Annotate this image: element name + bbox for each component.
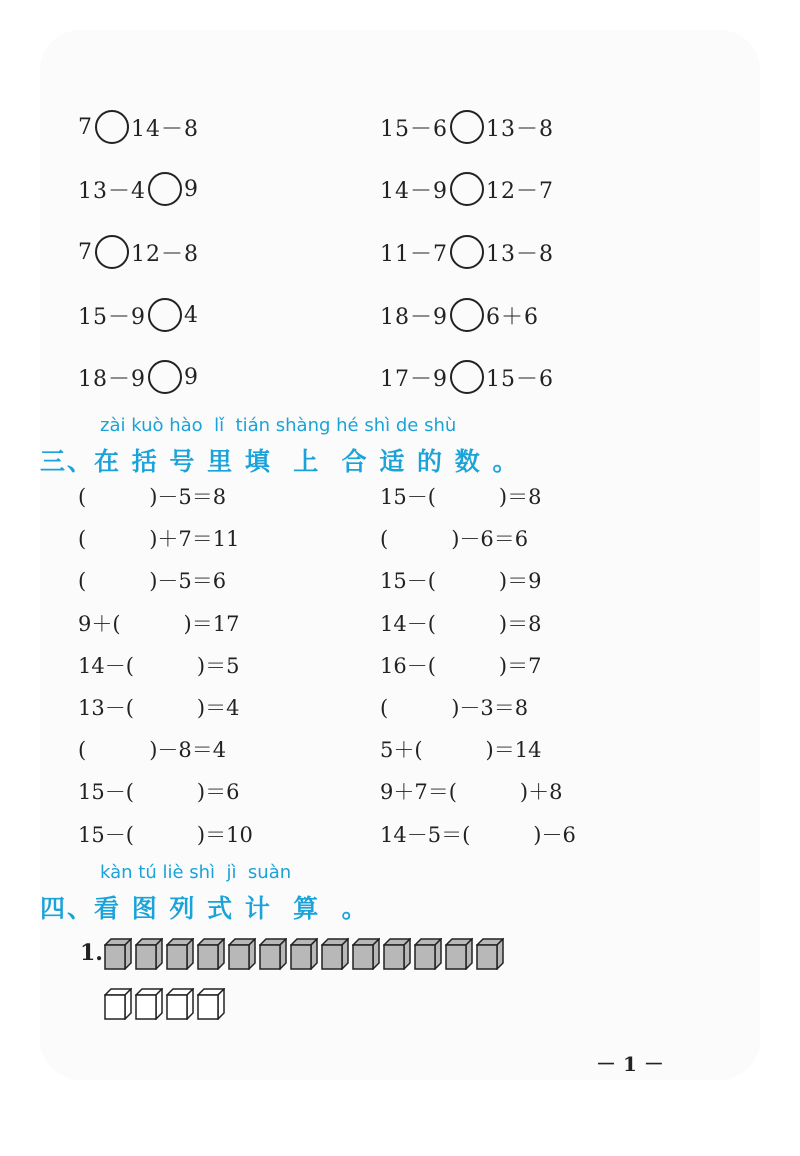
compare-right-expr: 9 bbox=[184, 176, 199, 202]
compare-item bbox=[380, 357, 554, 397]
section3-pinyin: zài kuò hào lǐ tián shàng hé shì de shù bbox=[100, 415, 457, 436]
white-cube-icon bbox=[135, 988, 163, 1020]
fill-blank-equation[interactable]: 14－( )＝8 bbox=[380, 612, 542, 636]
gray-cube-icon bbox=[414, 938, 442, 970]
gray-cube-row bbox=[104, 938, 504, 970]
gray-cube-icon bbox=[166, 938, 194, 970]
compare-right-expr: 14－8 bbox=[131, 116, 199, 142]
compare-right-expr: 13－8 bbox=[486, 116, 554, 142]
gray-cube-icon bbox=[228, 938, 256, 970]
gray-cube-icon bbox=[321, 938, 349, 970]
fill-blank-equation[interactable]: ( )－6＝6 bbox=[380, 527, 529, 551]
answer-circle[interactable] bbox=[95, 110, 129, 144]
fill-blank-equation[interactable]: 15－( )＝8 bbox=[380, 485, 542, 509]
page-number: － 1 － bbox=[596, 1052, 664, 1076]
compare-right-expr: 15－6 bbox=[486, 366, 554, 392]
compare-item bbox=[78, 107, 199, 147]
gray-cube-icon bbox=[104, 938, 132, 970]
gray-cube-icon bbox=[352, 938, 380, 970]
answer-circle[interactable] bbox=[95, 235, 129, 269]
answer-circle[interactable] bbox=[450, 172, 484, 206]
compare-item bbox=[78, 169, 199, 209]
answer-circle[interactable] bbox=[450, 235, 484, 269]
gray-cube-icon bbox=[259, 938, 287, 970]
fill-blank-equation[interactable]: 15－( )＝9 bbox=[380, 569, 542, 593]
compare-right-expr: 12－8 bbox=[131, 241, 199, 267]
fill-blank-equation[interactable]: 9＋( )＝17 bbox=[78, 612, 240, 636]
answer-circle[interactable] bbox=[148, 360, 182, 394]
fill-blank-equation[interactable]: 14－5＝( )－6 bbox=[380, 823, 576, 847]
gray-cube-icon bbox=[476, 938, 504, 970]
fill-blank-equation[interactable]: ( )＋7＝11 bbox=[78, 527, 240, 551]
problem1-label: 1. bbox=[80, 940, 103, 966]
fill-blank-equation[interactable]: ( )－5＝6 bbox=[78, 569, 227, 593]
fill-blank-equation[interactable]: 5＋( )＝14 bbox=[380, 738, 542, 762]
compare-left-expr: 7 bbox=[78, 114, 93, 140]
gray-cube-icon bbox=[197, 938, 225, 970]
fill-blank-equation[interactable]: 14－( )＝5 bbox=[78, 654, 240, 678]
compare-left-expr: 14－9 bbox=[380, 178, 448, 204]
fill-blank-equation[interactable]: ( )－5＝8 bbox=[78, 485, 227, 509]
answer-circle[interactable] bbox=[148, 172, 182, 206]
compare-item bbox=[380, 232, 554, 272]
white-cube-row bbox=[104, 988, 225, 1020]
fill-blank-equation[interactable]: 9＋7＝( )＋8 bbox=[380, 780, 563, 804]
fill-blank-equation[interactable]: 15－( )＝10 bbox=[78, 823, 253, 847]
answer-circle[interactable] bbox=[450, 360, 484, 394]
gray-cube-icon bbox=[135, 938, 163, 970]
fill-blank-equation[interactable]: 13－( )＝4 bbox=[78, 696, 240, 720]
compare-item bbox=[380, 107, 554, 147]
fill-blank-equation[interactable]: ( )－8＝4 bbox=[78, 738, 227, 762]
compare-left-expr: 13－4 bbox=[78, 178, 146, 204]
section4-pinyin: kàn tú liè shì jì suàn bbox=[100, 862, 292, 883]
compare-left-expr: 18－9 bbox=[78, 366, 146, 392]
compare-left-expr: 11－7 bbox=[380, 241, 448, 267]
compare-right-expr: 4 bbox=[184, 302, 199, 328]
compare-left-expr: 15－9 bbox=[78, 304, 146, 330]
compare-item bbox=[78, 295, 199, 335]
compare-right-expr: 9 bbox=[184, 364, 199, 390]
gray-cube-icon bbox=[290, 938, 318, 970]
white-cube-icon bbox=[197, 988, 225, 1020]
compare-item bbox=[380, 169, 554, 209]
compare-right-expr: 12－7 bbox=[486, 178, 554, 204]
compare-item bbox=[380, 295, 539, 335]
fill-blank-equation[interactable]: 16－( )＝7 bbox=[380, 654, 542, 678]
gray-cube-icon bbox=[383, 938, 411, 970]
answer-circle[interactable] bbox=[450, 110, 484, 144]
gray-cube-icon bbox=[445, 938, 473, 970]
compare-left-expr: 7 bbox=[78, 239, 93, 265]
compare-right-expr: 13－8 bbox=[486, 241, 554, 267]
answer-circle[interactable] bbox=[148, 298, 182, 332]
fill-blank-equation[interactable]: 15－( )＝6 bbox=[78, 780, 240, 804]
section3-heading: 三、在 括 号 里 填 上 合 适 的 数 。 bbox=[40, 447, 520, 476]
white-cube-icon bbox=[166, 988, 194, 1020]
compare-item bbox=[78, 357, 199, 397]
compare-left-expr: 18－9 bbox=[380, 304, 448, 330]
compare-right-expr: 6＋6 bbox=[486, 304, 539, 330]
compare-left-expr: 17－9 bbox=[380, 366, 448, 392]
answer-circle[interactable] bbox=[450, 298, 484, 332]
section4-heading: 四、看 图 列 式 计 算 。 bbox=[40, 894, 369, 923]
fill-blank-equation[interactable]: ( )－3＝8 bbox=[380, 696, 529, 720]
white-cube-icon bbox=[104, 988, 132, 1020]
compare-item bbox=[78, 232, 199, 272]
compare-left-expr: 15－6 bbox=[380, 116, 448, 142]
